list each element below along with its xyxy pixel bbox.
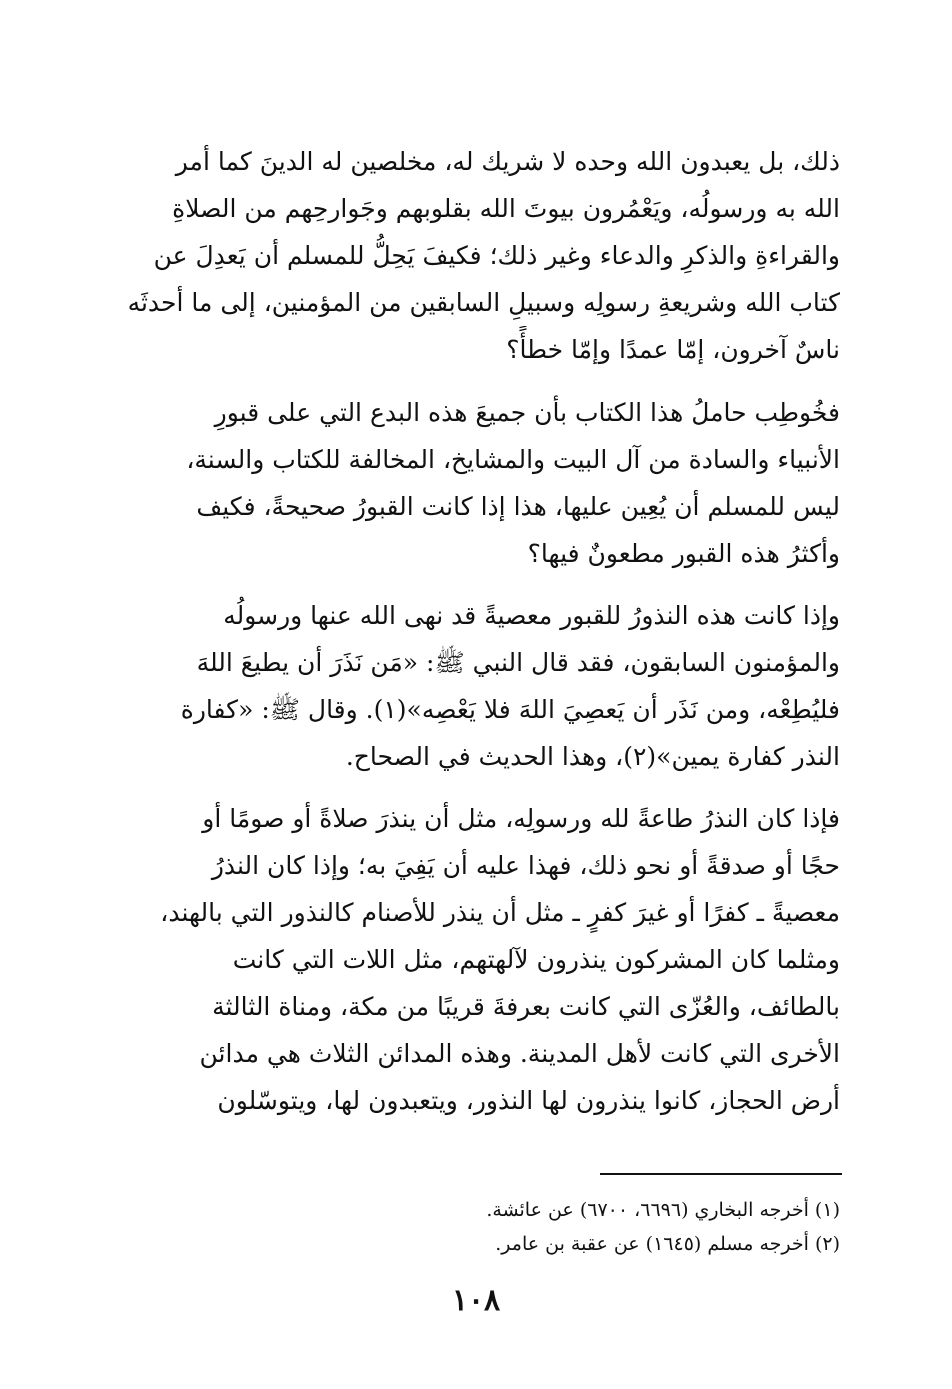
footnote-2: (٢) أخرجه مسلم (١٦٤٥) عن عقبة بن عامر.: [495, 1233, 840, 1255]
text-line: ذلك، بل يعبدون الله وحده لا شريك له، مخلصين له الدينَ كما أمر: [175, 147, 840, 176]
paragraph-1: [98, 138, 840, 373]
text-line: ليس للمسلم أن يُعِين عليها، هذا إذا كانت القبورُ صحيحةً، فكيف: [196, 492, 840, 521]
text-line: والمؤمنون السابقون، فقد قال النبي ﷺ: «مَن نَذَرَ أن يطيعَ اللهَ: [196, 648, 840, 677]
text-line: وأكثرُ هذه القبور مطعونٌ فيها؟: [527, 539, 840, 568]
text-line: الأنبياء والسادة من آل البيت والمشايخ، المخالفة للكتاب والسنة،: [186, 445, 840, 474]
text-line: أرض الحجاز، كانوا ينذرون لها النذور، ويتعبدون لها، ويتوسّلون: [217, 1086, 840, 1115]
footnotes: [300, 1193, 840, 1261]
text-line: ناسٌ آخرون، إمّا عمدًا وإمّا خطأً؟: [506, 335, 840, 364]
text-line: فخُوطِب حاملُ هذا الكتاب بأن جميعَ هذه البدع التي على قبورِ: [214, 398, 840, 427]
paragraph-3: [98, 592, 840, 780]
text-line: فليُطِعْه، ومن نَذَر أن يَعصِيَ اللهَ فلا يَعْصِه»(١). وقال ﷺ: «كفارة: [180, 695, 840, 724]
footnote-1: (١) أخرجه البخاري (٦٦٩٦، ٦٧٠٠) عن عائشة.: [486, 1199, 840, 1221]
text-line: معصيةً ـ كفرًا أو غيرَ كفرٍ ـ مثل أن ينذر للأصنام كالنذور التي بالهند،: [160, 898, 840, 927]
text-line: النذر كفارة يمين»(٢)، وهذا الحديث في الصحاح.: [345, 742, 840, 771]
text-line: كتاب الله وشريعةِ رسولِه وسبيلِ السابقين من المؤمنين، إلى ما أحدثَه: [127, 288, 840, 317]
text-line: حجًا أو صدقةً أو نحو ذلك، فهذا عليه أن يَفِيَ به؛ وإذا كان النذرُ: [211, 851, 840, 880]
text-line: بالطائف، والعُزّى التي كانت بعرفةَ قريبًا من مكة، ومناة الثالثة: [212, 992, 840, 1021]
text-line: وإذا كانت هذه النذورُ للقبور معصيةً قد نهى الله عنها ورسولُه: [223, 601, 840, 630]
text-line: والقراءةِ والذكرِ والدعاء وغير ذلك؛ فكيفَ يَحِلُّ للمسلم أن يَعدِلَ عن: [153, 241, 840, 270]
text-line: ومثلما كان المشركون ينذرون لآلهتهم، مثل اللات التي كانت: [232, 945, 840, 974]
page-number: ١٠٨: [451, 1283, 501, 1318]
paragraph-4: [98, 795, 840, 1124]
paragraph-2: [98, 389, 840, 577]
text-line: الله به ورسولُه، ويَعْمُرون بيوتَ الله بقلوبهم وجَوارحِهم من الصلاةِ: [172, 194, 840, 223]
text-line: الأخرى التي كانت لأهل المدينة. وهذه المدائن الثلاث هي مدائن: [199, 1039, 840, 1068]
text-line: فإذا كان النذرُ طاعةً لله ورسولِه، مثل أن ينذرَ صلاةً أو صومًا أو: [202, 804, 840, 833]
footnote-divider: [600, 1173, 842, 1175]
